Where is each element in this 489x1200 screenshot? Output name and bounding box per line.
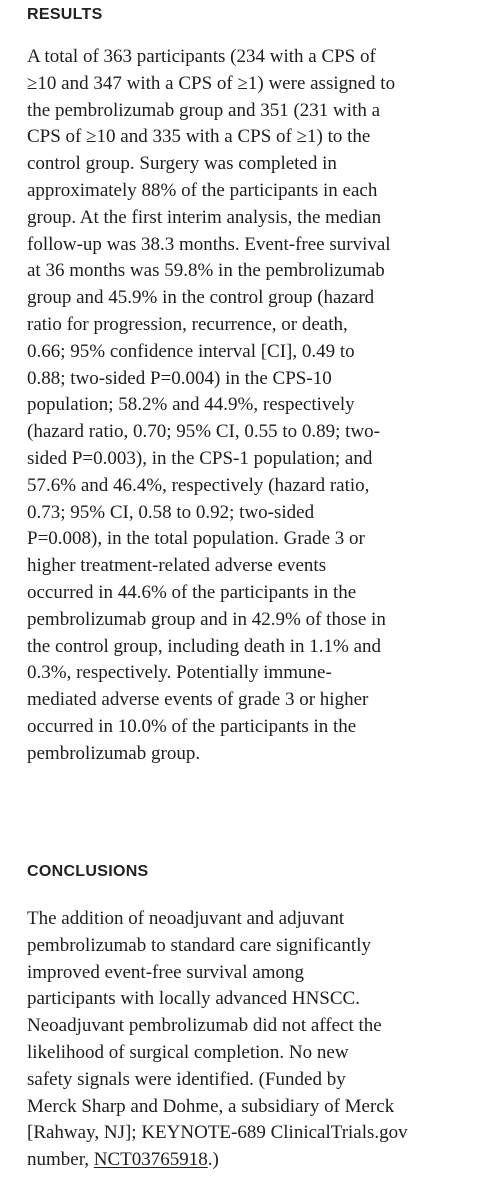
conclusions-line: safety signals were identified. (Funded by [27, 1068, 346, 1090]
results-line: (hazard ratio, 0.70; 95% CI, 0.55 to 0.89; two- [27, 421, 381, 443]
results-line: group. At the first interim analysis, the median [27, 206, 382, 228]
conclusions-paragraph [27, 906, 472, 1174]
conclusions-line: pembrolizumab to standard care significantly [27, 934, 371, 956]
conclusions-line: participants with locally advanced HNSCC. [27, 988, 360, 1010]
results-paragraph [27, 44, 472, 768]
results-line: occurred in 44.6% of the participants in the [27, 581, 357, 603]
conclusions-line: Merck Sharp and Dohme, a subsidiary of Merck [27, 1095, 395, 1117]
results-line: follow-up was 38.3 months. Event-free survival [27, 233, 391, 255]
results-line: 0.66; 95% confidence interval [CI], 0.49 to [27, 340, 355, 362]
results-heading: RESULTS [27, 6, 103, 23]
last-line-prefix: number, [27, 1149, 94, 1171]
results-line: at 36 months was 59.8% in the pembrolizumab [27, 260, 385, 282]
results-line: A total of 363 participants (234 with a CPS of [27, 46, 376, 67]
conclusions-line: likelihood of surgical completion. No new [27, 1041, 349, 1063]
results-line: ≥10 and 347 with a CPS of ≥1) were assigned to [27, 72, 396, 94]
results-line: 0.3%, respectively. Potentially immune- [27, 662, 332, 684]
results-line: the pembrolizumab group and 351 (231 with a [27, 99, 381, 121]
results-line: P=0.008), in the total population. Grade 3 or [27, 528, 365, 550]
results-line: 0.88; two-sided P=0.004) in the CPS-10 [27, 367, 332, 389]
conclusions-line: The addition of neoadjuvant and adjuvant [27, 908, 345, 929]
results-line: pembrolizumab group. [27, 742, 201, 764]
results-line: higher treatment-related adverse events [27, 555, 327, 577]
results-line: group and 45.9% in the control group (hazard [27, 287, 375, 309]
results-line: CPS of ≥10 and 335 with a CPS of ≥1) to the [27, 126, 371, 148]
results-line: sided P=0.003), in the CPS-1 population; and [27, 447, 373, 469]
results-line: 0.73; 95% CI, 0.58 to 0.92; two-sided [27, 501, 315, 523]
conclusions-line: [Rahway, NJ]; KEYNOTE-689 ClinicalTrials.gov [27, 1122, 408, 1144]
results-line: population; 58.2% and 44.9%, respectively [27, 394, 355, 416]
results-line: control group. Surgery was completed in [27, 153, 337, 175]
trial-registration-link[interactable]: NCT03765918 [93, 1149, 208, 1171]
conclusions-line: Neoadjuvant pembrolizumab did not affect the [27, 1015, 382, 1037]
results-line: ratio for progression, recurrence, or death, [27, 313, 348, 335]
results-line: the control group, including death in 1.1% and [27, 635, 382, 657]
conclusions-last-line [27, 1147, 472, 1174]
last-line-suffix: .) [207, 1149, 219, 1171]
conclusions-heading: CONCLUSIONS [27, 863, 149, 880]
results-line: mediated adverse events of grade 3 or higher [27, 689, 369, 711]
results-line: occurred in 10.0% of the participants in the [27, 715, 357, 737]
conclusions-line: improved event-free survival among [27, 961, 304, 983]
results-line: approximately 88% of the participants in each [27, 179, 378, 201]
results-line: pembrolizumab group and in 42.9% of those in [27, 608, 386, 630]
results-line: 57.6% and 46.4%, respectively (hazard ratio, [27, 474, 370, 496]
